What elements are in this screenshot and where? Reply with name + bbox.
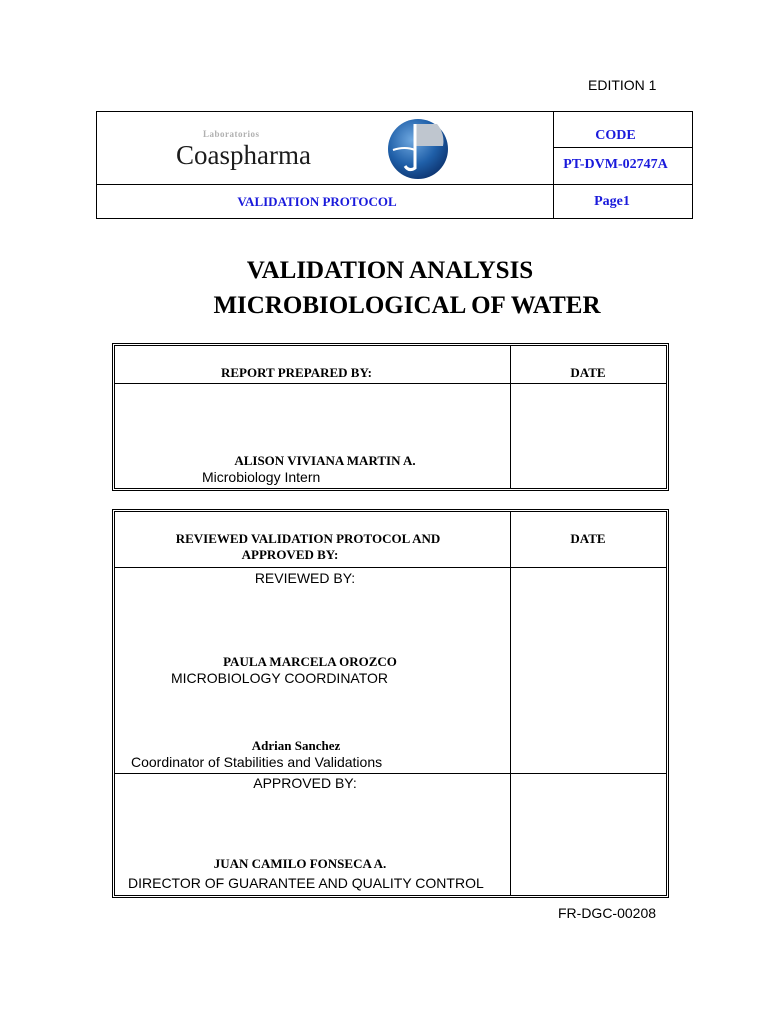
prepared-by-header: REPORT PREPARED BY: [221,365,372,380]
reviewed-by-label: REVIEWED BY: [254,570,356,586]
form-code: FR-DGC-00208 [558,905,657,921]
review-divider-approval [115,773,666,774]
review-header-line2: APPROVED BY: [241,547,339,562]
page-label: Page1 [594,194,630,209]
reviewer1-name: PAULA MARCELA OROZCO [223,654,397,669]
header-divider-horizontal [97,184,692,185]
logo-wordmark: Coaspharma [176,140,311,170]
preparer-role: Microbiology Intern [202,469,321,485]
prepared-date-header: DATE [570,365,606,380]
reviewer2-name: Adrian Sanchez [251,738,341,753]
approved-by-label: APPROVED BY: [253,775,357,791]
code-value: PT-DVM-02747A [563,157,668,172]
logo-emblem-icon [385,116,451,182]
reviewer1-role: MICROBIOLOGY COORDINATOR [171,670,389,686]
review-approval-table [112,509,669,898]
protocol-label: VALIDATION PROTOCOL [237,194,397,209]
document-title-line2: MICROBIOLOGICAL OF WATER [213,292,601,319]
review-date-header: DATE [570,531,606,546]
logo-subtext: Laboratorios [203,129,260,139]
preparer-name: ALISON VIVIANA MARTIN A. [234,453,416,468]
code-label: CODE [595,128,636,143]
header-divider-code [553,147,692,148]
review-divider-header [115,567,666,568]
approver-name: JUAN CAMILO FONSECA A. [213,856,387,871]
review-header-line1: REVIEWED VALIDATION PROTOCOL AND [175,531,441,546]
review-divider-vertical [510,512,511,895]
prepared-by-table [112,343,669,491]
reviewer2-role: Coordinator of Stabilities and Validations [131,754,383,770]
document-header-table [96,111,693,219]
company-logo [167,114,467,180]
prepared-divider-horizontal [115,383,666,384]
document-title-line1: VALIDATION ANALYSIS [246,257,534,284]
approver-role: DIRECTOR OF GUARANTEE AND QUALITY CONTROL [128,875,484,891]
edition-label: EDITION 1 [588,77,657,93]
